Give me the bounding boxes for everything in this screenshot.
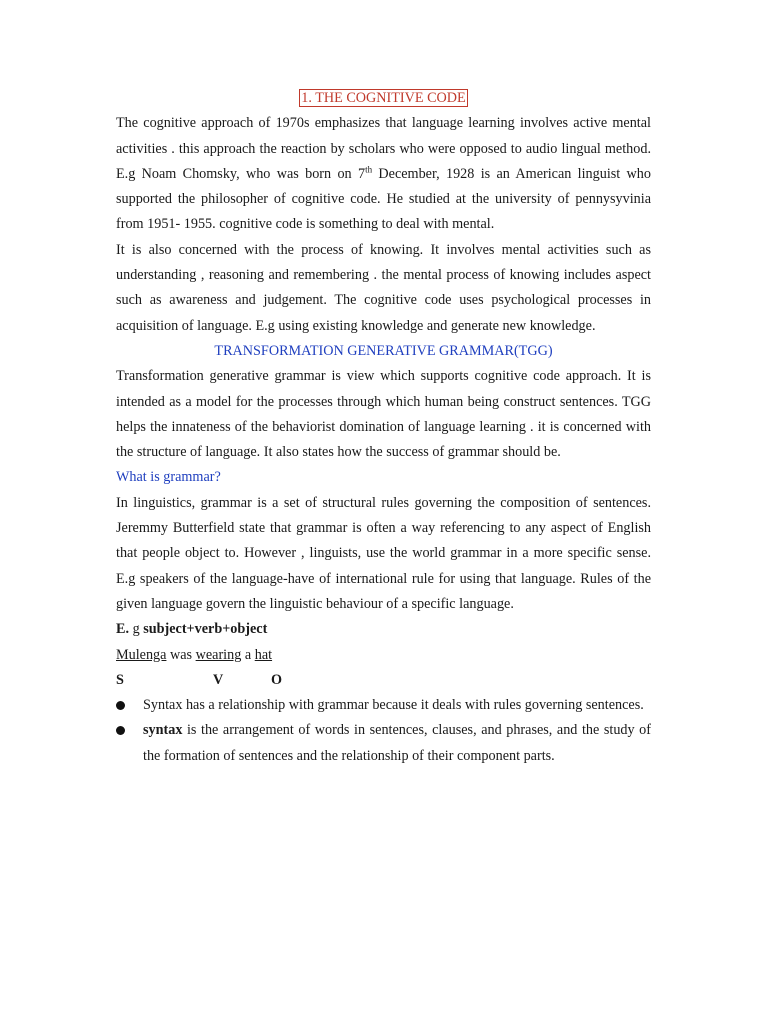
example-g: g — [129, 621, 144, 638]
svo-labels — [116, 668, 651, 693]
subheading-what-is-grammar: What is grammar? — [116, 469, 221, 486]
bullet-bold-term: syntax — [143, 722, 183, 739]
example-sentence — [116, 643, 651, 668]
section-heading-tgg: TRANSFORMATION GENERATIVE GRAMMAR(TGG) — [214, 342, 553, 359]
ordinal-suffix: th — [365, 164, 373, 175]
label-v: V — [213, 671, 224, 688]
paragraph-tgg: Transformation generative grammar is view which supports cognitive code approach. It is intended as a model for the processes through which human being construct sentences. TGG helps the innateness of the behaviorist domination of language learning . it is concerned with the structure of language. It also states how the success of grammar should be. — [116, 368, 651, 461]
heading-box-text: 1. THE COGNITIVE CODE — [301, 90, 466, 106]
label-s: S — [116, 671, 124, 688]
bullet-item-syntax-definition — [116, 718, 651, 769]
para1-text-a: The cognitive approach of 1970s emphasizes that language learning involves active mental activities . this approach the reaction by scholars who were opposed to audio lingual method. E.g Noam Chomsky, who was born on 7 — [116, 115, 651, 182]
example-formula-text: subject+verb+object — [143, 621, 268, 638]
section-heading-cognitive-code — [116, 86, 651, 111]
sentence-word-was: was — [166, 646, 196, 663]
bullet-text: is the arrangement of words in sentences, clauses, and phrases, and the study of the formation of sentences and the relationship of their component parts. — [143, 722, 651, 764]
label-o: O — [271, 671, 283, 688]
sentence-word-a: a — [241, 646, 255, 663]
bullet-dot-icon — [116, 701, 125, 710]
sentence-subject: Mulenga — [116, 646, 167, 663]
bullet-text: Syntax has a relationship with grammar because it deals with rules governing sentences. — [143, 697, 644, 714]
example-prefix: E. — [116, 621, 130, 638]
sentence-object: hat — [254, 646, 273, 663]
paragraph-cognitive-approach — [116, 111, 651, 237]
paragraph-process-of-knowing: It is also concerned with the process of knowing. It involves mental activities such as understanding , reasoning and remembering . the mental process of knowing includes aspect such as awareness and judgement. The cognitive code uses psychological processes in acquisition of language. E.g using existing knowledge and generate new knowledge. — [116, 241, 651, 334]
bullet-item-syntax-relationship — [116, 693, 651, 718]
example-formula — [116, 617, 651, 642]
bullet-dot-icon — [116, 726, 125, 735]
sentence-verb: wearing — [195, 646, 242, 663]
paragraph-grammar-definition: In linguistics, grammar is a set of structural rules governing the composition of sentences. Jeremmy Butterfield state that grammar is often a way referencing to any aspect of English that people object to. However , linguists, use the world grammar in a more specific sense. E.g speakers of the language-have of international rule for using that language. Rules of the given language govern the linguistic behaviour of a specific language. — [116, 494, 651, 612]
para1-text-b: December, 1928 is an American linguist who supported the philosopher of cognitive code. He studied at the university of pennysyvinia from 1951- 1955. cognitive code is something to deal with mental. — [116, 165, 651, 233]
